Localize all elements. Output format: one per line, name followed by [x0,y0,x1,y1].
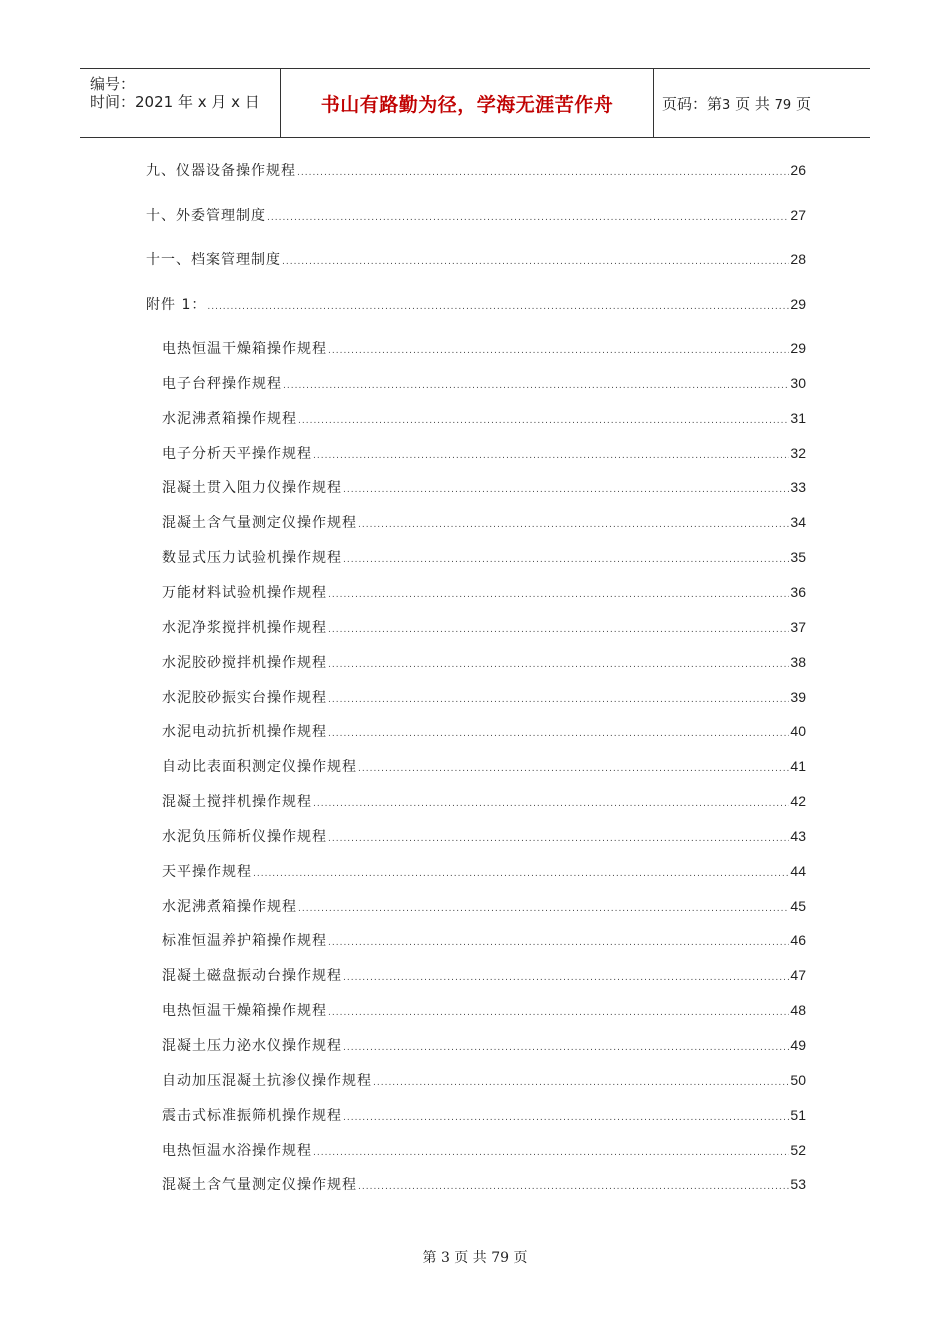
toc-entry-label: 水泥净浆搅拌机操作规程 [162,620,327,636]
toc-dot-leader [297,168,789,178]
toc-entry[interactable] [162,443,806,465]
toc-entry-label: 九、仪器设备操作规程 [146,163,296,179]
toc-entry-page: 30 [790,375,806,391]
toc-dot-leader [298,904,789,914]
toc-dot-leader [283,381,789,391]
toc-entry[interactable] [162,687,806,709]
header-motto: 书山有路勤为径，学海无涯苦作舟 [320,93,614,116]
toc-entry-label: 混凝土搅拌机操作规程 [162,794,312,810]
toc-entry[interactable] [162,826,806,848]
toc-entry[interactable] [146,294,806,316]
toc-entry-page: 52 [790,1142,806,1158]
toc-entry-label: 水泥胶砂搅拌机操作规程 [162,655,327,671]
toc-entry[interactable] [162,965,806,987]
toc-entry-label: 标准恒温养护箱操作规程 [162,933,327,949]
toc-entry-label: 十、外委管理制度 [146,208,266,224]
toc-dot-leader [343,555,789,565]
toc-dot-leader [267,213,789,223]
toc-entry[interactable] [162,756,806,778]
toc-entry-label: 混凝土磁盘振动台操作规程 [162,968,342,984]
toc-entry-page: 33 [790,479,806,495]
toc-entry-label: 数显式压力试验机操作规程 [162,550,342,566]
header-page-mid: 页 共 [735,94,770,113]
toc-dot-leader [313,1148,789,1158]
toc-entry-label: 电热恒温水浴操作规程 [162,1143,312,1159]
toc-entry-label: 自动加压混凝土抗渗仪操作规程 [162,1073,372,1089]
toc-dot-leader [328,346,789,356]
header-page-total: 79 [774,97,792,113]
toc-entry-page: 41 [790,758,806,774]
toc-entry[interactable] [162,861,806,883]
toc-entry-label: 水泥电动抗折机操作规程 [162,724,327,740]
toc-entry[interactable] [162,1140,806,1162]
toc-entry[interactable] [162,1105,806,1127]
toc-entry-label: 天平操作规程 [162,864,252,880]
page-footer: 第 3 页 共 79 页 [422,1250,528,1266]
toc-entry-label: 混凝土压力泌水仪操作规程 [162,1038,342,1054]
toc-entry-label: 混凝土含气量测定仪操作规程 [162,515,357,531]
document-number-label: 编号： [90,75,136,93]
toc-entry-page: 27 [790,207,806,223]
toc-entry[interactable] [146,160,806,182]
toc-entry[interactable] [162,582,806,604]
toc-entry[interactable] [162,617,806,639]
toc-dot-leader [343,1113,789,1123]
toc-dot-leader [313,451,789,461]
toc-dot-leader [313,799,789,809]
toc-entry[interactable] [146,249,806,271]
toc-entry-page: 49 [790,1037,806,1053]
toc-entry-page: 48 [790,1002,806,1018]
toc-entry-label: 附件 1： [146,297,207,313]
toc-entry-label: 电子分析天平操作规程 [162,446,312,462]
toc-entry-label: 电热恒温干燥箱操作规程 [162,341,327,357]
toc-entry[interactable] [162,652,806,674]
toc-entry-page: 40 [790,723,806,739]
toc-dot-leader [328,834,789,844]
toc-entry-page: 34 [790,514,806,530]
toc-dot-leader [343,1043,789,1053]
toc-dot-leader [328,729,789,739]
toc-entry[interactable] [162,338,806,360]
toc-entry-page: 29 [790,340,806,356]
toc-entry-page: 46 [790,932,806,948]
toc-entry-page: 47 [790,967,806,983]
toc-dot-leader [343,973,789,983]
toc-entry-page: 42 [790,793,806,809]
toc-entry-page: 44 [790,863,806,879]
toc-entry[interactable] [162,930,806,952]
toc-dot-leader [328,695,789,705]
toc-entry[interactable] [162,1035,806,1057]
toc-entry-label: 水泥负压筛析仪操作规程 [162,829,327,845]
toc-dot-leader [343,485,789,495]
header-page-suffix: 页 [795,94,811,113]
toc-entry-label: 电子台秤操作规程 [162,376,282,392]
toc-entry-page: 38 [790,654,806,670]
toc-entry[interactable] [162,373,806,395]
toc-entry[interactable] [162,1070,806,1092]
toc-entry[interactable] [146,205,806,227]
header-page-cell [654,69,870,137]
toc-entry-page: 51 [790,1107,806,1123]
toc-entry-page: 39 [790,689,806,705]
header-meta-cell [80,69,281,137]
toc-entry-page: 35 [790,549,806,565]
toc-entry[interactable] [162,791,806,813]
toc-entry[interactable] [162,547,806,569]
toc-dot-leader [282,257,789,267]
toc-dot-leader [328,660,789,670]
toc-dot-leader [298,416,789,426]
document-header [80,68,870,138]
toc-dot-leader [358,764,789,774]
toc-entry[interactable] [162,896,806,918]
toc-entry-label: 水泥沸煮箱操作规程 [162,411,297,427]
toc-entry-label: 水泥胶砂振实台操作规程 [162,690,327,706]
toc-dot-leader [328,625,789,635]
toc-entry-label: 震击式标准振筛机操作规程 [162,1108,342,1124]
toc-entry[interactable] [162,512,806,534]
toc-entry-page: 53 [790,1176,806,1192]
toc-entry-page: 29 [790,296,806,312]
toc-entry-label: 十一、档案管理制度 [146,252,281,268]
header-motto-cell [281,69,654,137]
toc-entry-page: 28 [790,251,806,267]
toc-entry[interactable] [162,408,806,430]
document-time-label: 时间：2021 年 x 月 x 日 [90,93,260,111]
toc-dot-leader [253,869,789,879]
toc-entry-label: 电热恒温干燥箱操作规程 [162,1003,327,1019]
toc-entry[interactable] [162,721,806,743]
toc-entry-page: 32 [790,445,806,461]
toc-entry-label: 混凝土贯入阻力仪操作规程 [162,480,342,496]
toc-dot-leader [328,590,789,600]
toc-entry-label: 万能材料试验机操作规程 [162,585,327,601]
toc-entry-page: 26 [790,162,806,178]
toc-dot-leader [358,1182,789,1192]
toc-entry[interactable] [162,1174,806,1196]
toc-entry[interactable] [162,1000,806,1022]
toc-dot-leader [328,1008,789,1018]
toc-dot-leader [358,520,789,530]
header-page-current: 3 [722,97,731,113]
toc-entry-page: 36 [790,584,806,600]
toc-entry-label: 自动比表面积测定仪操作规程 [162,759,357,775]
toc-dot-leader [207,302,789,312]
toc-entry-page: 45 [790,898,806,914]
toc-entry-label: 混凝土含气量测定仪操作规程 [162,1177,357,1193]
toc-dot-leader [373,1078,789,1088]
toc-entry-page: 37 [790,619,806,635]
toc-entry[interactable] [162,477,806,499]
toc-entry-label: 水泥沸煮箱操作规程 [162,899,297,915]
toc-dot-leader [328,938,789,948]
toc-entry-page: 43 [790,828,806,844]
toc-entry-page: 31 [790,410,806,426]
header-page-info [654,93,811,114]
toc-entry-page: 50 [790,1072,806,1088]
header-page-prefix: 页码：第 [662,94,723,113]
